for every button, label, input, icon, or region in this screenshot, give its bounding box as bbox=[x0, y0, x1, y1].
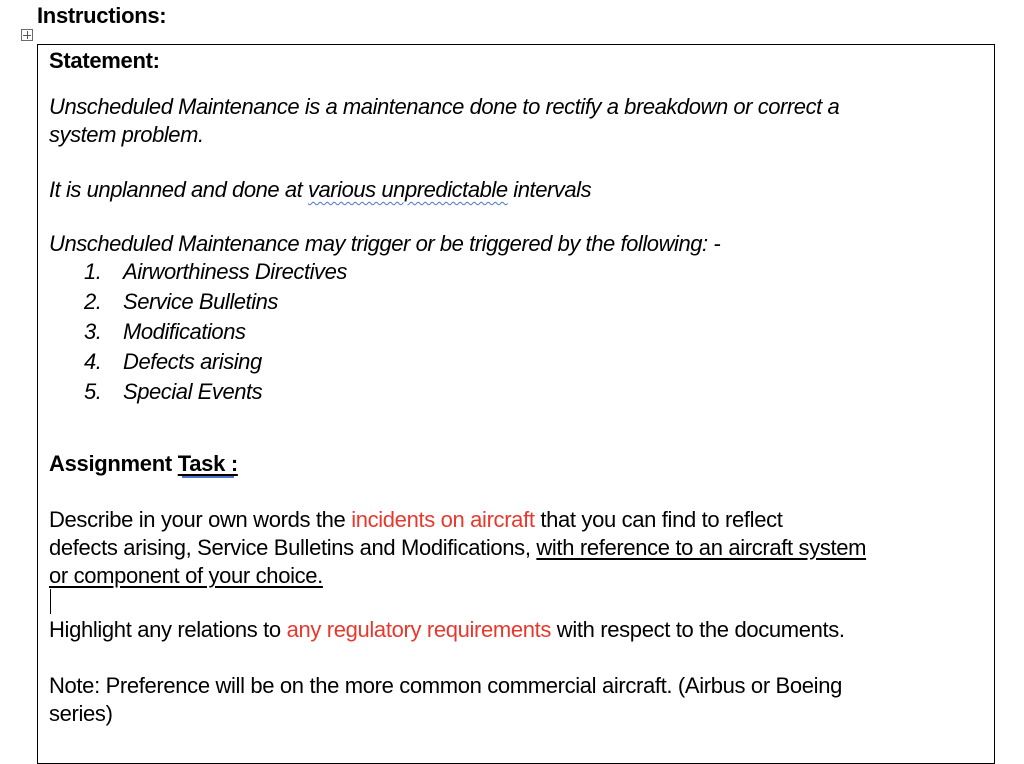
instructions-heading: Instructions: bbox=[37, 3, 167, 28]
trigger-number: 1. bbox=[84, 259, 102, 284]
trigger-item-modifications bbox=[84, 318, 347, 348]
triggers-list bbox=[84, 258, 347, 408]
assignment-title-task[interactable]: Task : bbox=[177, 451, 238, 476]
note-line-1: Note: Preference will be on the more common commercial aircraft. (Airbus or Boeing bbox=[49, 673, 842, 698]
highlight-text: Highlight any relations to bbox=[49, 617, 287, 642]
unplanned-text-after: intervals bbox=[507, 177, 592, 202]
trigger-label: Modifications bbox=[123, 319, 246, 344]
assignment-title bbox=[49, 450, 238, 478]
assignment-title-prefix: Assignment bbox=[49, 451, 178, 476]
text-cursor bbox=[50, 589, 51, 614]
statement-title: Statement: bbox=[49, 48, 160, 73]
trigger-label: Service Bulletins bbox=[123, 289, 278, 314]
task-underlined-text: with reference to an aircraft system bbox=[536, 535, 867, 560]
grammar-flagged-phrase[interactable]: various unpredictable bbox=[307, 177, 508, 202]
task-text: defects arising, Service Bulletins and Modifications, bbox=[49, 535, 537, 560]
trigger-item-service-bulletins bbox=[84, 288, 347, 318]
statement-unplanned-paragraph bbox=[49, 176, 591, 204]
trigger-label: Airworthiness Directives bbox=[123, 259, 347, 284]
trigger-item-defects-arising bbox=[84, 348, 347, 378]
assignment-note-paragraph bbox=[49, 672, 842, 728]
trigger-label: Defects arising bbox=[123, 349, 262, 374]
note-line-2: series) bbox=[49, 701, 113, 726]
trigger-number: 2. bbox=[84, 289, 102, 314]
task-text: Describe in your own words the bbox=[49, 507, 352, 532]
trigger-item-airworthiness-directives bbox=[84, 258, 347, 288]
unplanned-text-before: It is unplanned and done at bbox=[49, 177, 308, 202]
assignment-task-paragraph bbox=[49, 506, 866, 590]
table-move-handle-icon[interactable] bbox=[21, 29, 33, 41]
task-red-highlight: incidents on aircraft bbox=[351, 507, 535, 532]
task-text: that you can find to reflect bbox=[534, 507, 783, 532]
assignment-highlight-paragraph bbox=[49, 616, 845, 644]
trigger-number: 3. bbox=[84, 319, 102, 344]
definition-line-1: Unscheduled Maintenance is a maintenance done to rectify a breakdown or correct a bbox=[49, 94, 840, 119]
statement-triggers-intro: Unscheduled Maintenance may trigger or be triggered by the following: - bbox=[49, 231, 721, 256]
definition-line-2: system problem. bbox=[49, 122, 204, 147]
trigger-number: 4. bbox=[84, 349, 102, 374]
trigger-label: Special Events bbox=[123, 379, 263, 404]
highlight-red-text: any regulatory requirements bbox=[286, 617, 552, 642]
trigger-number: 5. bbox=[84, 379, 102, 404]
trigger-item-special-events bbox=[84, 378, 347, 408]
statement-definition-paragraph bbox=[49, 93, 839, 149]
task-underlined-text: or component of your choice. bbox=[49, 563, 323, 588]
highlight-text: with respect to the documents. bbox=[551, 617, 845, 642]
